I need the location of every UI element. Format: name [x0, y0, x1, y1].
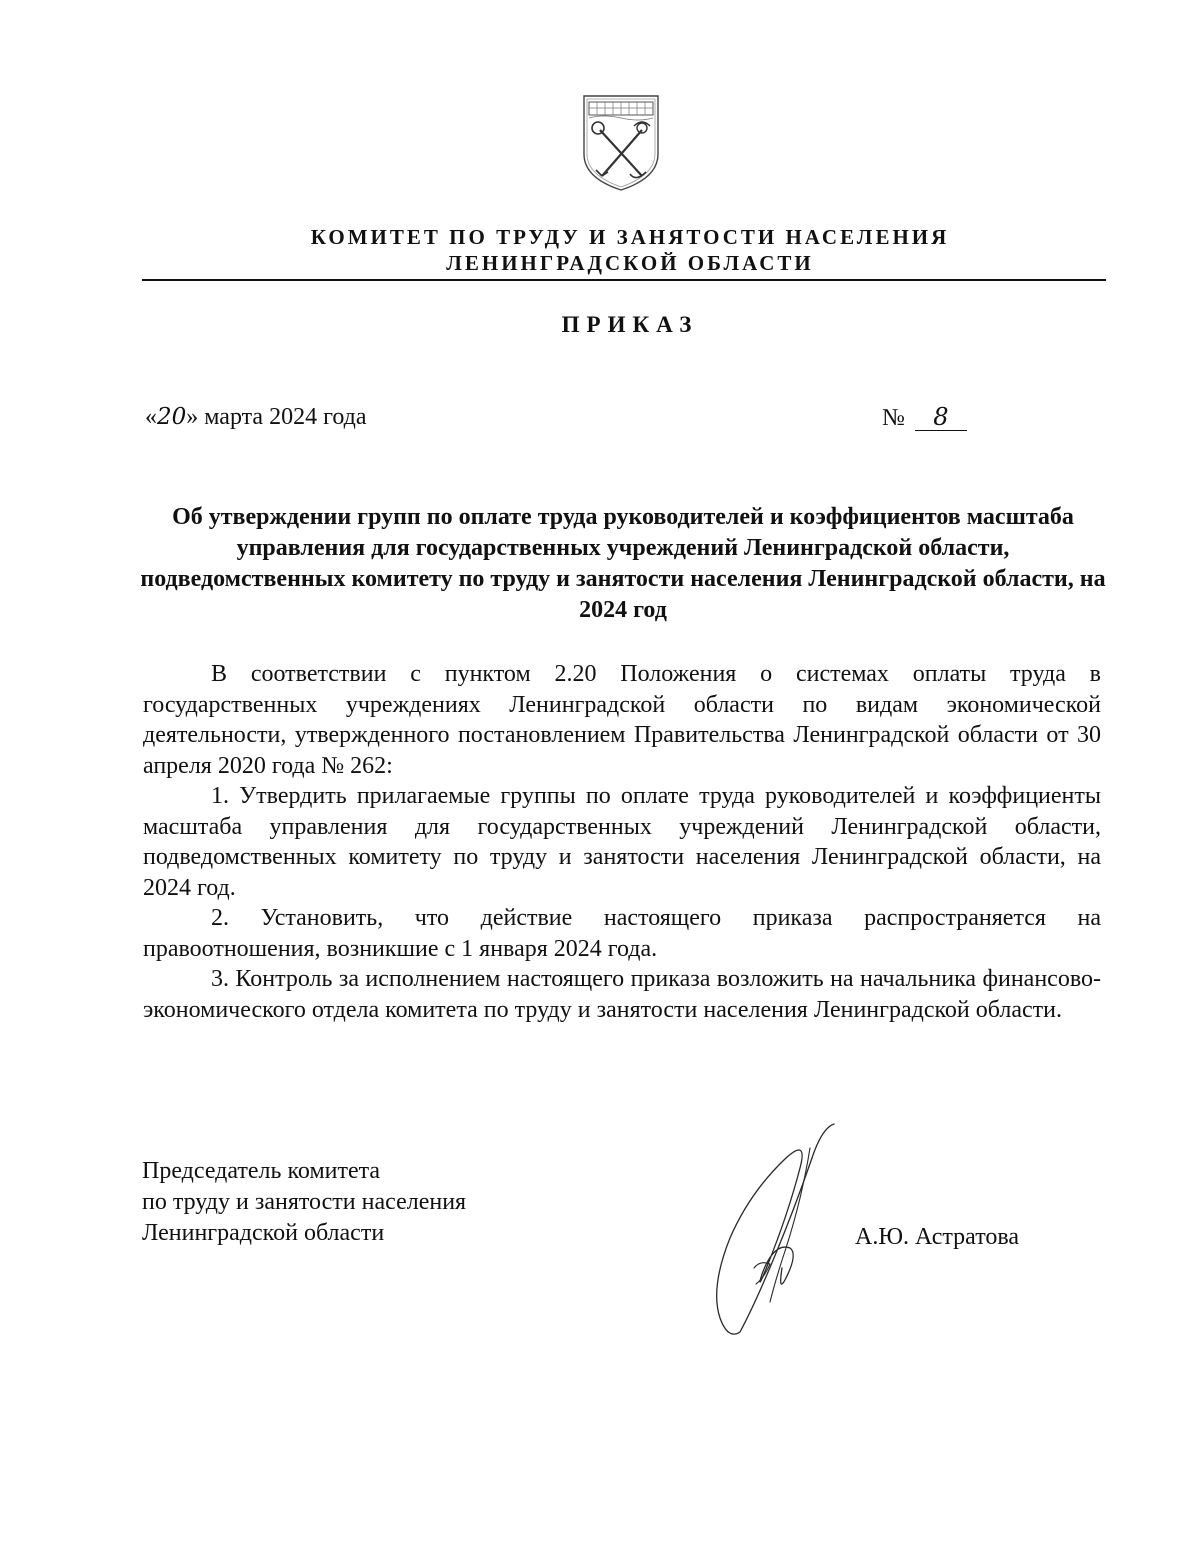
signatory-position [142, 1156, 466, 1249]
date-quote-open: « [145, 404, 157, 430]
position-line-1: Председатель комитета [142, 1158, 381, 1184]
order-number [882, 404, 967, 432]
order-item-2: 2. Установить, что действие настоящего приказа распространяется на правоотношения, возникшие с 1 января 2024 года. [143, 905, 1101, 962]
coat-of-arms-emblem [578, 92, 664, 192]
order-date [145, 404, 367, 431]
header-divider [142, 279, 1106, 281]
organization-name-line1: КОМИТЕТ ПО ТРУДУ И ЗАНЯТОСТИ НАСЕЛЕНИЯ [310, 225, 950, 249]
number-value-handwritten: 8 [915, 404, 967, 431]
organization-name-line2: ЛЕНИНГРАДСКОЙ ОБЛАСТИ [446, 251, 814, 275]
order-item-1: 1. Утвердить прилагаемые группы по оплате труда руководителей и коэффициенты масштаба управления для государственных учреждений Ленинградской области, подведомственных комитету по труду и занятости населения Ленинградской области, на 2024 год. [143, 783, 1101, 901]
position-line-2: по труду и занятости населения [142, 1189, 467, 1215]
handwritten-signature [690, 1118, 850, 1340]
order-item-3: 3. Контроль за исполнением настоящего приказа возложить на начальника финансово-экономического отдела комитета по труду и занятости населения Ленинградской области. [143, 966, 1101, 1023]
preamble-paragraph: В соответствии с пунктом 2.20 Положения о системах оплаты труда в государственных учреждениях Ленинградской области по видам экономической деятельности, утвержденного постановлением Правительства Ленинградской области от 30 апреля 2020 года № 262: [143, 661, 1101, 779]
order-subject-title: Об утверждении групп по оплате труда руководителей и коэффициентов масштаба управления для государственных учреждений Ленинградской области, подведомственных комитету по труду и занятости населения Ленинградской области, на 2024 год [140, 504, 1106, 623]
date-day-handwritten: 20 [157, 404, 187, 430]
date-quote-close: » [186, 404, 199, 430]
signatory-name: А.Ю. Астратова [855, 1224, 1020, 1250]
number-label: № [882, 405, 905, 431]
order-body [143, 659, 1101, 1025]
document-type-title: ПРИКАЗ [561, 312, 699, 337]
date-month-year: марта 2024 года [204, 404, 367, 430]
position-line-3: Ленинградской области [142, 1220, 385, 1246]
